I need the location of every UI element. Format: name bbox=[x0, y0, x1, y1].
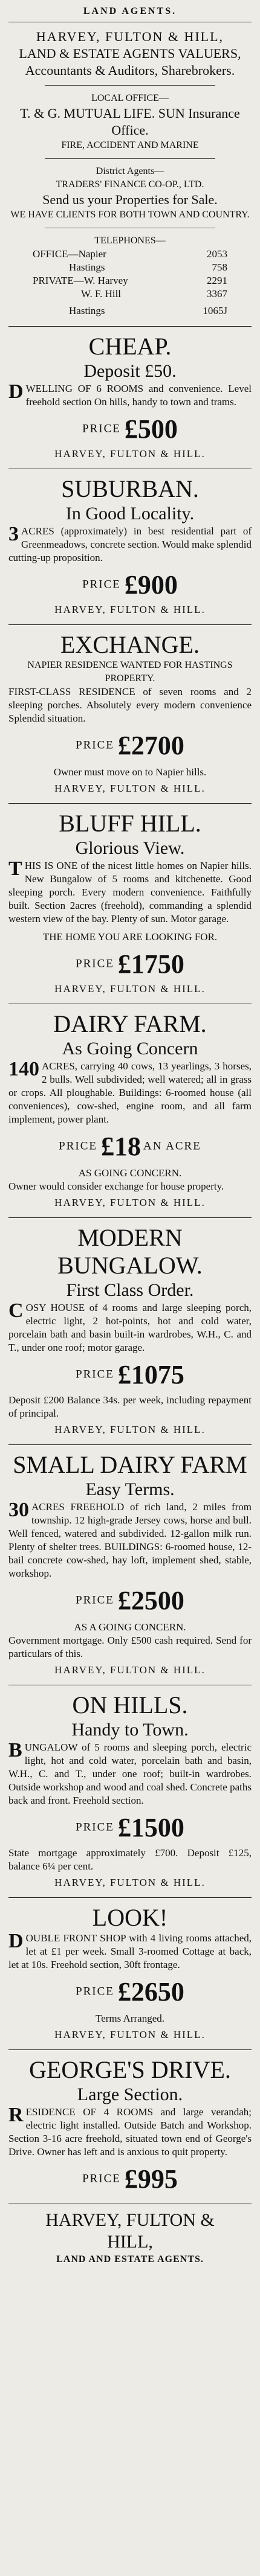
listing-price: PRICE £2650 bbox=[76, 1977, 184, 2007]
listing-price: PRICE £18 AN ACRE bbox=[59, 1132, 201, 1161]
section-title: LAND AGENTS. bbox=[83, 6, 177, 16]
agent-signature: HARVEY, FULTON & HILL. bbox=[54, 2029, 206, 2040]
footer-firm-title: LAND AND ESTATE AGENTS. bbox=[56, 2254, 204, 2264]
listing-description: THIS IS ONE of the nicest little homes on Napier hills. New Bungalow of 5 rooms and kitchenette. Good sleeping porch. Every modern convenience. Faithfully built. Section 2acres (freehold), commanding a splendid western view of the bay. Plenty of sun. Motor garage. bbox=[8, 857, 252, 924]
listing-subheading: Large Section. bbox=[77, 2084, 183, 2104]
listing-subheading: As Going Concern bbox=[62, 1039, 198, 1059]
listing-terms: State mortgage approximately £700. Deposit £125, balance 6¼ per cent. bbox=[8, 1847, 252, 1872]
district-agents-label: District Agents— bbox=[96, 166, 164, 176]
district-agents-firm: TRADERS' FINANCE CO-OP., LTD. bbox=[56, 179, 204, 190]
agent-signature: HARVEY, FULTON & HILL. bbox=[54, 448, 206, 460]
divider bbox=[8, 2049, 252, 2050]
listing-price: PRICE £2500 bbox=[76, 1586, 184, 1615]
listing-heading: SMALL DAIRY FARM bbox=[13, 1451, 247, 1478]
listing-price: PRICE £2700 bbox=[76, 731, 184, 760]
divider bbox=[8, 1217, 252, 1218]
telephone-row: Hastings 1065J bbox=[69, 305, 227, 316]
listing-heading: BLUFF HILL. bbox=[59, 810, 201, 837]
listing-heading: SUBURBAN. bbox=[61, 475, 199, 502]
listing-note: Owner must move on to Napier hills. bbox=[53, 766, 207, 778]
listing-description: DOUBLE FRONT SHOP with 4 living rooms attached, let at £1 per week. Small 3-roomed Cottage at back, let at 10s. Freehold section, 30ft frontage. bbox=[8, 1930, 252, 1970]
telephone-row: W. F. Hill 3367 bbox=[81, 288, 227, 300]
firm-services: Accountants & Auditors, Sharebrokers. bbox=[25, 63, 235, 78]
agent-signature: HARVEY, FULTON & HILL. bbox=[54, 1424, 206, 1435]
listing-description: DWELLING OF 6 ROOMS and convenience. Level freehold section On hills, handy to town and trams. bbox=[8, 380, 252, 408]
telephone-row: OFFICE—Napier 2053 bbox=[33, 248, 227, 260]
listing-description: COSY HOUSE of 4 rooms and large sleeping porch, electric light, 2 hot-points, hot and cold water, porcelain bath and basin built-in wardrobes, W.H., C. and T., under one roof; motor garage. bbox=[8, 1299, 252, 1353]
telephone-list bbox=[8, 248, 252, 318]
listing-price: PRICE £500 bbox=[82, 414, 178, 444]
divider bbox=[8, 803, 252, 804]
local-office-label: LOCAL OFFICE— bbox=[91, 93, 169, 103]
agent-signature: HARVEY, FULTON & HILL. bbox=[54, 1197, 206, 1208]
divider bbox=[8, 1897, 252, 1898]
listing-subheading: Deposit £50. bbox=[83, 361, 177, 381]
telephone-row: Hastings 758 bbox=[69, 261, 227, 273]
footer-firm-name-cont: HILL, bbox=[107, 2232, 153, 2252]
listing-note: Terms Arranged. bbox=[96, 2013, 164, 2024]
listing-price: PRICE £900 bbox=[82, 570, 178, 600]
agent-signature: HARVEY, FULTON & HILL. bbox=[54, 1664, 206, 1676]
firm-title: LAND & ESTATE AGENTS VALUERS, bbox=[19, 46, 241, 61]
listing-description: BUNGALOW of 5 rooms and sleeping porch, electric light, hot and cold water, porcelain bath and basin, W.H., C. and T., under one roof; built-in wardrobes. Outside workshop and wood and coal shed. Concrete paths back and front. Freehold section. bbox=[8, 1739, 252, 1806]
listing-description: 30 ACRES FREEHOLD of rich land, 2 miles from township. 12 high-grade Jersey cows, horse and bull. Well fenced, watered and subdivided. 12-gallon milk run. Plenty of shelter trees. BUILDINGS: 6-roomed house, 12-bail concrete cow-shed, hay loft, implement shed, stable, workshop. bbox=[8, 1499, 252, 1579]
divider bbox=[8, 1444, 252, 1445]
listing-heading: CHEAP. bbox=[88, 333, 172, 360]
listing-description: 140 ACRES, carrying 40 cows, 13 yearlings, 3 horses, 2 bulls. Well subdivided; well watered; all in grass or crops. All ploughable. Buildings: 6-roomed house (all conveniences), cow-shed, engine room, and all farm implement, power plant. bbox=[8, 1058, 252, 1125]
divider bbox=[8, 326, 252, 327]
listing-description: 3 ACRES (approximately) in best residential part of Greenmeadows, concrete section. Would make splendid cutting-up proposition. bbox=[8, 523, 252, 563]
listing-note: AS A GOING CONCERN. bbox=[74, 1621, 186, 1633]
listing-terms: Deposit £200 Balance 34s. per week, including repayment of principal. bbox=[8, 1394, 252, 1419]
send-properties: Send us your Properties for Sale. bbox=[42, 192, 218, 207]
listing-heading: ON HILLS. bbox=[72, 1691, 188, 1719]
listing-note: Government mortgage. Only £500 cash required. Send for particulars of this. bbox=[8, 1635, 252, 1659]
agent-signature: HARVEY, FULTON & HILL. bbox=[54, 783, 206, 794]
footer-firm-name: HARVEY, FULTON & bbox=[45, 2210, 215, 2230]
listing-heading: EXCHANGE. bbox=[60, 631, 200, 658]
listing-heading: MODERN BUNGALOW. bbox=[57, 1224, 203, 1279]
listing-price: PRICE £995 bbox=[82, 2164, 178, 2194]
listing-subheading: Easy Terms. bbox=[85, 1479, 175, 1499]
insurer-name: T. & G. MUTUAL LIFE. SUN Insurance Office. bbox=[20, 106, 240, 138]
listing-price: PRICE £1500 bbox=[76, 1813, 184, 1842]
listing-price: PRICE £1750 bbox=[76, 949, 184, 979]
listing-heading: DAIRY FARM. bbox=[53, 1010, 207, 1037]
insurer-lines: FIRE, ACCIDENT AND MARINE bbox=[61, 140, 199, 150]
listing-note: Owner would consider exchange for house property. bbox=[8, 1181, 224, 1192]
listing-description: FIRST-CLASS RESIDENCE of seven rooms and 2 sleeping porches. Absolutely every modern convenience Splendid situation. bbox=[8, 686, 252, 724]
agent-signature: HARVEY, FULTON & HILL. bbox=[54, 604, 206, 615]
divider bbox=[8, 624, 252, 625]
telephones-label: TELEPHONES— bbox=[94, 235, 166, 246]
divider bbox=[45, 85, 215, 86]
clients-note: WE HAVE CLIENTS FOR BOTH TOWN AND COUNTRY. bbox=[10, 210, 250, 220]
agent-signature: HARVEY, FULTON & HILL. bbox=[54, 983, 206, 995]
telephone-row: PRIVATE—W. Harvey 2291 bbox=[33, 275, 227, 286]
firm-name: HARVEY, FULTON & HILL, bbox=[36, 29, 224, 44]
listing-subheading: Handy to Town. bbox=[71, 1720, 189, 1740]
listing-subheading: First Class Order. bbox=[66, 1280, 194, 1300]
listing-tagline: THE HOME YOU ARE LOOKING FOR. bbox=[42, 931, 218, 943]
listing-price: PRICE £1075 bbox=[76, 1360, 184, 1389]
listing-subheading: NAPIER RESIDENCE WANTED FOR HASTINGS PROPERTY. bbox=[27, 660, 233, 684]
listing-description: RESIDENCE OF 4 ROOMS and large verandah; electric light installed. Outside Batch and Workshop. Section 3-16 acre freehold, situated town end of George's Drive. Owner has left and is anxious to quit property. bbox=[8, 2104, 252, 2158]
listing-note: AS GOING CONCERN. bbox=[78, 1167, 182, 1179]
listing-heading: GEORGE'S DRIVE. bbox=[29, 2056, 231, 2083]
divider bbox=[45, 158, 215, 159]
listing-subheading: In Good Locality. bbox=[65, 504, 195, 524]
listing-heading: LOOK! bbox=[92, 1904, 168, 1931]
agent-signature: HARVEY, FULTON & HILL. bbox=[54, 1877, 206, 1888]
listing-subheading: Glorious View. bbox=[75, 838, 185, 858]
